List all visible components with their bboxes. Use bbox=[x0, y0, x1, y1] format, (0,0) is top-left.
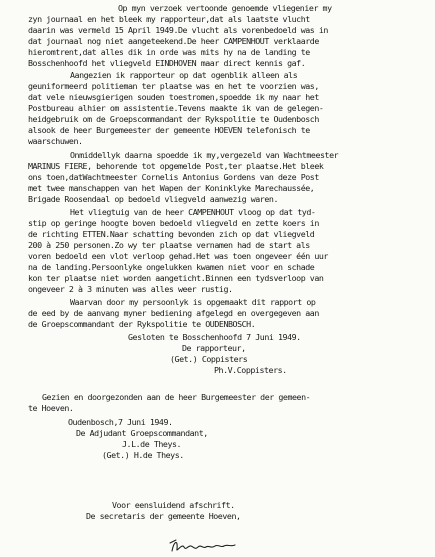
endorsement-line: Gezien en doorgezonden aan de heer Burgemeester der gemeen- bbox=[42, 392, 311, 402]
endorsement-name: J.L.de Theys. bbox=[122, 439, 182, 449]
paragraph-2-line: Postbureau alhier om assistentie.Tevens maakte ik van de gelegen- bbox=[28, 103, 324, 113]
paragraph-4-line: kon ter plaatse niet worden aangeticht.Binnen een tydsverloop van bbox=[28, 273, 324, 283]
paragraph-2-line: Aangezien ik rapporteur op dat ogenblik alleen als bbox=[70, 70, 298, 80]
rapporteur-name: Ph.V.Coppisters. bbox=[214, 365, 287, 375]
endorsement-place-date: Oudenbosch,7 Juni 1949. bbox=[68, 417, 173, 427]
closing-place-date: Gesloten te Bosschenhoofd 7 Juni 1949. bbox=[128, 332, 301, 342]
rapporteur-title: De rapporteur, bbox=[182, 343, 246, 353]
paragraph-5-line: de Groepscommandant der Rykspolitie te OUDENBOSCH. bbox=[28, 319, 256, 329]
endorsement-signature-note: (Get.) H.de Theys. bbox=[102, 450, 184, 460]
paragraph-2-line: alsook de heer Burgemeester der gemeente HOEVEN telefonisch te bbox=[28, 125, 310, 135]
paragraph-3-line: met twee manschappen van het Wapen der Koninklyke Marechaussée, bbox=[28, 183, 315, 193]
paragraph-3-line: Onmiddellyk daarna spoedde ik my,vergezeld van Wachtmeester bbox=[70, 150, 339, 160]
paragraph-3-line: Brigade Roosendaal op bedoeld vliegveld aanwezig waren. bbox=[28, 194, 278, 204]
paragraph-1-line: Bosschenhoofd het vliegveld EINDHOVEN maar direct kennis gaf. bbox=[28, 58, 306, 68]
paragraph-4-line: stip op geringe hoogte boven bedoeld vliegveld en zette koers in bbox=[28, 218, 319, 228]
paragraph-1-line: zyn journaal en het bleek my rapporteur,dat als laatste vlucht bbox=[28, 14, 310, 24]
paragraph-2-line: dat vele nieuwsgierigen souden toestromen,spoedde ik my naar het bbox=[28, 92, 319, 102]
paragraph-1-line: dat journaal nog niet aangeteekend.De heer CAMPENHOUT verklaarde bbox=[28, 36, 319, 46]
paragraph-3-line: ons toen,datWachtmeester Cornelis Antonius Gordens van deze Post bbox=[28, 172, 319, 182]
paragraph-5-line: Waarvan door my persoonlyk is opgemaakt dit rapport op bbox=[70, 297, 316, 307]
handwritten-signature bbox=[168, 537, 238, 555]
paragraph-4-line: voren bedoeld een vlot verloop gehad.Het was toen ongeveer één uur bbox=[28, 251, 328, 261]
paragraph-2-line: waarschuwen. bbox=[28, 136, 83, 146]
paragraph-2-line: geuniformeerd politieman ter plaatse was en het te voorzien was, bbox=[28, 81, 319, 91]
rapporteur-signature-note: (Get.) Coppisters bbox=[170, 354, 248, 364]
paragraph-4-line: na de landing.Persoonlyke ongelukken kwamen niet voor en schade bbox=[28, 262, 315, 272]
paragraph-4-line: Het vliegtuig van de heer CAMPENHOUT vloog op dat tyd- bbox=[70, 207, 316, 217]
paragraph-1-line: hieromtrent,dat alles dik in orde was mits hy na de landing te bbox=[28, 47, 310, 57]
copy-certification: Voor eensluidend afschrift. bbox=[112, 500, 235, 510]
endorsement-title: De Adjudant Groepscommandant, bbox=[76, 428, 208, 438]
paragraph-4-line: 200 à 250 personen.Zo wy ter plaatse vernamen had de start als bbox=[28, 240, 310, 250]
paragraph-3-line: MARINUS FIERE, behorende tot opgemelde Post,ter plaatse.Het bleek bbox=[28, 161, 324, 171]
endorsement-line: te Hoeven. bbox=[28, 403, 74, 413]
paragraph-1-line: Op myn verzoek vertoonde genoemde vliegenier my bbox=[118, 3, 332, 13]
paragraph-4-line: ongeveer 2 à 3 minuten was alles weer rustig. bbox=[28, 284, 233, 294]
paragraph-5-line: de eed by de aanvang myner bediening afgelegd en overgegeven aan bbox=[28, 308, 319, 318]
paragraph-4-line: de richting ETTEN.Naar schatting bevonden zich op dat vliegveld bbox=[28, 229, 315, 239]
paragraph-2-line: heidgebruik om de Groepscommandant der Rykspolitie te Oudenbosch bbox=[28, 114, 319, 124]
secretary-title: De secretaris der gemeente Hoeven, bbox=[86, 511, 241, 521]
paragraph-1-line: daarin was vermeld 15 April 1949.De vlucht als vorenbedoeld was in bbox=[28, 25, 328, 35]
